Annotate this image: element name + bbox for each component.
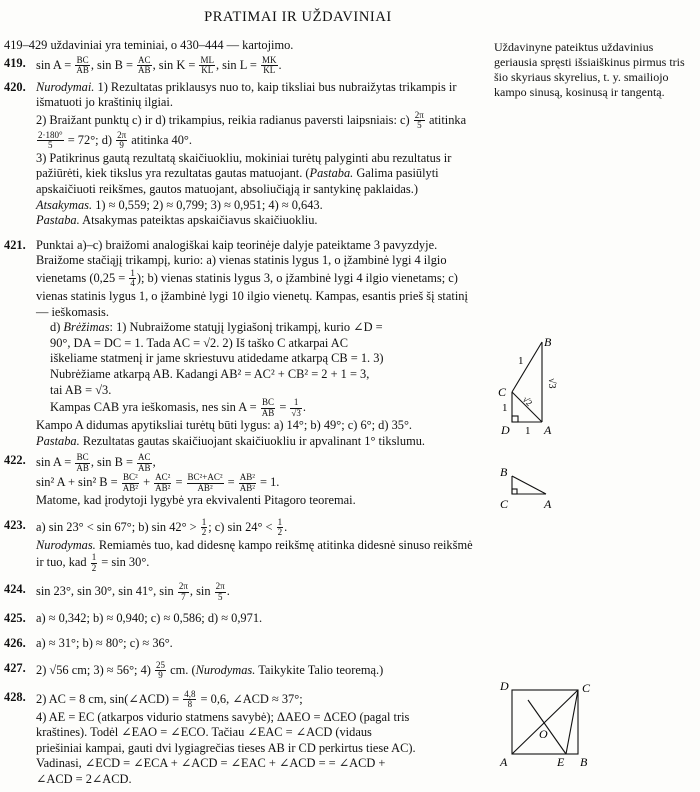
fraction: $\frac{1}{2}$	[201, 516, 207, 538]
fraction: $\frac{2\cdot 180^\circ}{5}$	[38, 129, 63, 151]
fraction: $\frac{1}{4}$	[130, 267, 135, 289]
main-column	[4, 38, 480, 792]
fraction: $\frac{BC}{AB}$	[76, 452, 89, 473]
problem-number: 425.	[4, 611, 26, 626]
figure-right-triangle	[496, 462, 566, 514]
answer: Atsakymas. 1) ≈ 0,559; 2) ≈ 0,799; 3) ≈ 0,951; 4) ≈ 0,643.	[36, 197, 323, 212]
fraction: $\frac{2\pi}{9}$	[117, 129, 127, 151]
problem-number: 427.	[4, 660, 26, 675]
label-E: E	[557, 755, 565, 768]
label-B: B	[500, 465, 508, 479]
problem-422: 422. sin A = $\frac{BC}{AB}$ , sin B = $\frac{AC}{AB}$ , sin² A + sin² B = $\frac{\text{BC²}}{\text{AB²}}$ + $\frac{\text{AC²}}{\text{AB²}}$ = $\frac{\text{BC²+AC²}}{\text{AB²}}$ = $\frac{\text{AB²}}{\text{AB²}}$ = 1. Matome, kad įrodytoji lygybė yra ekvivalenti Pitagoro teoremai.	[4, 452, 356, 508]
fraction: $\frac{\text{AB²}}{\text{AB²}}$	[239, 472, 255, 493]
svg-text:1: 1	[502, 402, 508, 414]
intro-line: 419–429 uždaviniai yra teminiai, o 430–444 — kartojimo.	[4, 38, 294, 52]
problem-421: 421. Punktai a)–c) braižomi analogiškai kaip teorinėje dalyje pateiktame 3 pavyzdyje. Braižome stačiąjį trikampį, kurio: a) vienas statinis lygus 1, o įžambinė lygi 4 ilgio vienetams (0,25 = $\frac{1}{4}$ ); b) vienas statinis lygus 3, o įžambinė lygi 4 ilgio vienetams; c) vienas statinis lygus 1, o įžambinė lygi 10 ilgio vienetų. Kampas, esantis prieš šį statinį — ieškomasis. d) Brėžimas: 1) Nubraižome statųjį lygiašonį trikampį, kurio ∠D = 90°, DA = DC = 1. Tada AC = √2. 2) Iš taško C atkarpai AC iškeliame statmenį ir jame skriestuvu atidedame atkarpą CB = 1. 3) Nubrėžiame atkarpą AB. Kadangi AB² = AC² + CB² = 2 + 1 = 3, tai AB = √3. Kampas CAB yra ieškomasis, nes sin A = $\frac{BC}{AB}$ = $\frac{1}{√3}$ . Kampo A didumas apytiksliai turėtų būti lygus: a) 14°; b) 49°; c) 6°; d) 35°. Pastaba. Rezultatas gautas skaičiuojant skaičiuokliu ir apvalinant 1° tikslumu.	[4, 237, 468, 448]
label-A: A	[500, 755, 508, 768]
fraction: $\frac{2\pi}{7}$	[178, 581, 188, 602]
page-title: PRATIMAI IR UŽDAVINIAI	[204, 9, 392, 25]
fraction: $\frac{2\pi}{5}$	[414, 109, 424, 131]
fraction: $\frac{\text{BC²+AC²}}{\text{AB²}}$	[187, 472, 223, 493]
problem-420: 420. Nurodymai. 1) Rezultatas priklausys nuo to, kaip tiksliai bus nubraižytas trikampis ir išmatuoti jo kraštinių ilgiai. 2) Braižant punktų c) ir d) trikampius, reikia radianus paversti laipsniais: c) $\frac{2\pi}{5}$ atitinka $\frac{2\cdot 180^\circ}{5}$ = 72°; d) $\frac{2\pi}{9}$ atitinka 40°. 3) Patikrinus gautą rezultatą skaičiuokliu, mokiniai turėtų palyginti abu rezultatus ir pažiūrėti, kiek tikslus yra rezultatas gautas matuojant. (Pastaba. Galima pasiūlyti apskaičiuoti reikšmes, gautos matuojant, absoliučiąją ir santykinę paklaidas.) Atsakymas. 1) ≈ 0,559; 2) ≈ 0,799; 3) ≈ 0,951; 4) ≈ 0,643. Pastaba. Atsakymas pateiktas apskaičiavus skaičiuokliu.	[4, 80, 480, 229]
fraction: $\frac{ML}{KL}$	[200, 54, 214, 76]
svg-text:1: 1	[518, 355, 524, 367]
fraction: $\frac{BC}{AB}$	[76, 54, 89, 76]
svg-text:√3: √3	[546, 378, 557, 389]
label-C: C	[500, 497, 509, 511]
fraction: $\frac{BC}{AB}$	[261, 397, 275, 418]
problem-number: 428.	[4, 689, 26, 704]
side-note: Uždavinyne pateiktus uždavinius geriausia spręsti išsiaiškinus pirmus tris šio skyriaus skyrelius, t. y. smailiojo kampo sinusą, kosinusą ir tangentą.	[494, 40, 685, 99]
problem-number: 422.	[4, 453, 26, 468]
problem-428: 428. 2) AC = 8 cm, sin(∠ACD) = $\frac{4,8}{8}$ = 0,6, ∠ACD ≈ 37°; 4) AE = EC (atkarpos vidurio statmens savybė); ΔAEO = ΔCEO (pagal tris kraštines). Todėl ∠EAO = ∠ECO. Tačiau ∠EAC = ∠ACD (vidaus priešiniai kampai, gauti dvi lygiagrečias tieses AB ir CD perkirtus tiese AC). Vadinasi, ∠ECD = ∠ECA + ∠ACD = ∠EAC + ∠ACD = = ∠ACD + ∠ACD = 2∠ACD.	[4, 688, 416, 787]
label-C: C	[582, 681, 591, 695]
problem-427: 427. 2) √56 cm; 3) ≈ 56°; 4) $\frac{25}{9}$ cm. (Nurodymas. Taikykite Talio teoremą.)	[4, 659, 384, 681]
problem-number: 426.	[4, 636, 26, 651]
problem-number: 423.	[4, 517, 26, 532]
fraction: $\frac{\text{AC²}}{\text{AB²}}$	[155, 472, 171, 493]
fraction: $\frac{AC}{AB}$	[138, 452, 151, 473]
problem-426: 426. a) ≈ 31°; b) ≈ 80°; c) ≈ 36°.	[4, 636, 173, 651]
figure-rectangle	[494, 676, 604, 768]
fraction: $\frac{1}{√3}$	[291, 397, 301, 418]
label-D: D	[500, 679, 509, 693]
label-B: B	[580, 755, 588, 768]
fraction: $\frac{1}{2}$	[277, 516, 283, 538]
label-C: C	[498, 385, 507, 399]
label-A: A	[544, 497, 552, 511]
fraction: $\frac{AC}{AB}$	[138, 54, 151, 76]
fraction: $\frac{2\pi}{5}$	[215, 581, 225, 602]
fraction: $\frac{MK}{KL}$	[262, 54, 277, 76]
problem-number: 421.	[4, 237, 26, 252]
problem-425: 425. a) ≈ 0,342; b) ≈ 0,940; c) ≈ 0,586; d) ≈ 0,971.	[4, 611, 263, 626]
problem-number: 424.	[4, 582, 26, 597]
problem-number: 419.	[4, 55, 26, 70]
figure-triangle-sqrt3	[494, 334, 580, 442]
fraction: $\frac{1}{2}$	[91, 552, 97, 573]
label-B: B	[544, 335, 552, 349]
svg-text:√2: √2	[520, 394, 535, 408]
label-A: A	[544, 423, 552, 437]
fraction: $\frac{4,8}{8}$	[184, 688, 196, 710]
problem-423: 423. a) sin 23° < sin 67°; b) sin 42° > $\frac{1}{2}$ ; c) sin 24° < $\frac{1}{2}$ . Nurodymas. Remiamės tuo, kad didesnę kampo reikšmę atitinka didesnė sinuso reikšmė ir tuo, kad $\frac{1}{2}$ = sin 30°.	[4, 516, 473, 573]
label-D: D	[501, 423, 510, 437]
problem-424: 424. sin 23°, sin 30°, sin 41°, sin $\frac{2\pi}{7}$ , sin $\frac{2\pi}{5}$ .	[4, 581, 230, 602]
fraction: $\frac{\text{BC²}}{\text{AB²}}$	[122, 472, 138, 493]
label-O: O	[539, 727, 548, 741]
problem-number: 420.	[4, 79, 26, 94]
problem-419: 419. sin A = $\frac{BC}{AB}$ , sin B = $\frac{AC}{AB}$ , sin K = $\frac{ML}{KL}$ , sin L = $\frac{MK}{KL}$ .	[4, 54, 282, 76]
svg-text:1: 1	[525, 425, 531, 437]
fraction: $\frac{25}{9}$	[156, 659, 166, 681]
